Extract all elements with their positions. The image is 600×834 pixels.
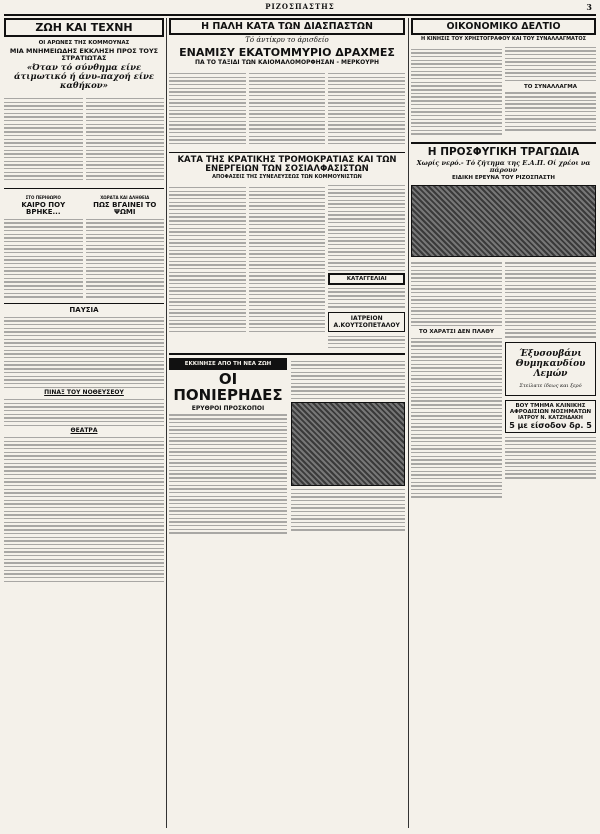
- article-body: [86, 219, 165, 298]
- story-heading: ΤΟ ΣΥΝΑΛΛΑΓΜΑ: [524, 84, 577, 91]
- boxed-label: ΚΑΤΑΓΓΕΛΙΑΙ: [328, 273, 405, 285]
- article-body: [4, 317, 164, 388]
- section-title-life-art: ΖΩΗ ΚΑΙ ΤΕΧΝΗ: [4, 18, 164, 37]
- soap-ad: [505, 342, 596, 396]
- listing-body: [4, 437, 164, 582]
- clinic-ad-title: ΒΟΥ ΤΜΗΜΑ ΚΛΙΝΙΚΗΣ ΑΦΡΟΔΙΣΙΩΝ ΝΟΣΗΜΑΤΩΝ: [509, 402, 592, 415]
- serial-body: [169, 414, 287, 533]
- serial-sub: ΕΡΥΘΡΟΙ ΠΡΟΣΚΟΠΟΙ: [191, 404, 265, 412]
- section-title-struggle: Η ΠΑΛΗ ΚΑΤΑ ΤΩΝ ΔΙΑΣΠΑΣΤΩΝ: [169, 18, 405, 35]
- story-heading: ΚΑΙΡΟ ΠΟΥ ΒΡΗΚΕ...: [21, 200, 66, 217]
- column-economy: [411, 18, 596, 830]
- sub-headline-exchange: Η ΚΙΝΗΣΙΣ ΤΟΥ ΧΡΗΣΤΟΓΡΑΦΟΥ ΚΑΙ ΤΟΥ ΣΥΝΑΛΛΑΓΜΑΤΟΣ: [420, 36, 587, 42]
- story-heading: ΠΙΝΑΞ ΤΟΥ ΝΟΘΕΥΣΕΟΥ: [44, 389, 124, 397]
- article-body: [4, 219, 83, 298]
- story-heading: ΠΑΥΣΙΑ: [69, 305, 99, 314]
- article-body: [328, 71, 405, 147]
- story-heading: ΘΕΑΤΡΑ: [70, 427, 98, 435]
- sub-italic: Τό άντίκρυ το άρισδείο: [245, 36, 329, 44]
- clinic-ad: ΙΑΤΡΕΙΟΝ Α.ΚΟΥΤΣΟΠΕΤΑΛΟΥ: [328, 312, 405, 332]
- page-number: 3: [586, 2, 592, 12]
- caption-investigation: ΕΙΔΙΚΗ ΕΡΕΥΝΑ ΤΟΥ ΡΙΖΟΣΠΑΣΤΗ: [452, 175, 555, 182]
- article-body: [86, 96, 165, 183]
- illustration-children: [291, 402, 405, 486]
- serial-label: ΕΚΚΙΝΗΣΕ ΑΠΟ ΤΗ ΝΕΑ ΖΩΗ: [169, 358, 287, 370]
- story-heading: ΤΟ ΧΑΡΑΤΣΙ ΔΕΝ ΠΛΑΘΥ: [419, 329, 494, 336]
- article-body: [411, 338, 502, 498]
- quote: «Όταν τό σύνθημα είνε άτιμωτικό ή άνυ-παχοή είνε καθήκον»: [13, 62, 155, 92]
- article-body: [505, 262, 596, 337]
- serial-title: ΟΙ ΠΟΝΙΕΡΗΔΕΣ: [173, 370, 283, 405]
- article-body: [505, 437, 596, 479]
- article-body: [249, 71, 326, 147]
- soap-ad-small: Στείλατε ίδεως και ξερό: [519, 382, 582, 389]
- photo-refugee-camp: [411, 185, 596, 257]
- clinic-ad-sub: ΙΑΤΡΟΥ Ν. ΚΑΤΖΗΔΑΚΗ: [517, 414, 583, 421]
- section-title-economy: ΟΙΚΟΝΟΜΙΚΟ ΔΕΛΤΙΟ: [411, 18, 596, 35]
- headline-million: ΕΝΑΜΙΣΥ ΕΚΑΤΟΜΜΥΡΙΟ ΔΡΑΧΜΕΣ: [179, 45, 395, 59]
- headline-terror: ΚΑΤΑ ΤΗΣ ΚΡΑΤΙΚΗΣ ΤΡΟΜΟΚΡΑΤΙΑΣ ΚΑΙ ΤΩΝ ΕΝΕΡΓΕΙΩΝ ΤΩΝ ΣΟΣΙΑΛΦΑΣΙΣΤΩΝ: [177, 154, 397, 174]
- article-body: [505, 92, 596, 130]
- sub-italic-refugee: Χωρίς νερό.- Τό ζήτημα της Ε.Α.Π. Οί χρέοι να πάρουν: [416, 159, 591, 175]
- masthead: [4, 2, 596, 16]
- serial-body: [291, 361, 405, 399]
- article-body: [4, 96, 83, 183]
- article-body: [249, 185, 326, 349]
- sub-headline-decisions: ΑΠΟΦΑΣΕΙΣ ΤΗΣ ΣΥΝΕΛΕΥΣΕΩΣ ΤΩΝ ΚΟΜΜΟΥΝΙΣΤΩΝ: [212, 174, 362, 181]
- soap-ad-text: Έξυσουβάνι Θυμηκανδίου Λεμών: [515, 348, 586, 379]
- column-rule: [166, 18, 167, 828]
- paper-name: ΡΙΖΟΣΠΑΣΤΗΣ: [265, 2, 335, 11]
- sub-label: ΟΙ ΑΡΩΝΕΣ ΤΗΣ ΚΟΜΜΟΥΝΑΣ: [38, 40, 130, 46]
- article-body: [169, 185, 246, 349]
- article-body: [411, 46, 502, 137]
- story-heading: ΠΩΣ ΒΓΑΙΝΕΙ ΤΟ ΨΩΜΙ: [93, 200, 157, 217]
- article-body: [328, 288, 405, 308]
- clinic-ad-price: 5 με είσοδον δρ. 5: [509, 420, 592, 430]
- article-body: [411, 262, 502, 326]
- clinic-ad-2: [505, 400, 596, 433]
- serial-body: [291, 489, 405, 531]
- article-body: [328, 336, 405, 348]
- column-life-art: [4, 18, 164, 830]
- column-struggle: [169, 18, 405, 830]
- story-label: ΧΩΡΑΤΑ ΚΑΙ ΑΛΗΘΕΙΑ: [100, 194, 150, 200]
- story-label: ΣΤΟ ΠΕΡΙΘΩΡΙΟ: [25, 194, 61, 200]
- article-body: [505, 47, 596, 82]
- sub-headline-trip: ΠΑ ΤΟ ΤΑΞΙΔΙ ΤΩΝ ΚΑΙΟΜΑΛΟΜΟΡΦΗΣΑΝ - ΜΕΡΚΟΥΡΗ: [194, 59, 380, 67]
- article-body: [4, 399, 164, 426]
- column-rule: [408, 18, 409, 828]
- article-body: [169, 71, 246, 147]
- headline-refugee: Η ΠΡΟΣΦΥΓΙΚΗ ΤΡΑΓΩΔΙΑ: [427, 146, 580, 159]
- headline-appeal: ΜΙΑ ΜΝΗΜΕΙΩΔΗΣ ΕΚΚΛΗΣΗ ΠΡΟΣ ΤΟΥΣ ΣΤΡΑΤΙΩΤΑΣ: [9, 47, 159, 62]
- article-body: [328, 185, 405, 271]
